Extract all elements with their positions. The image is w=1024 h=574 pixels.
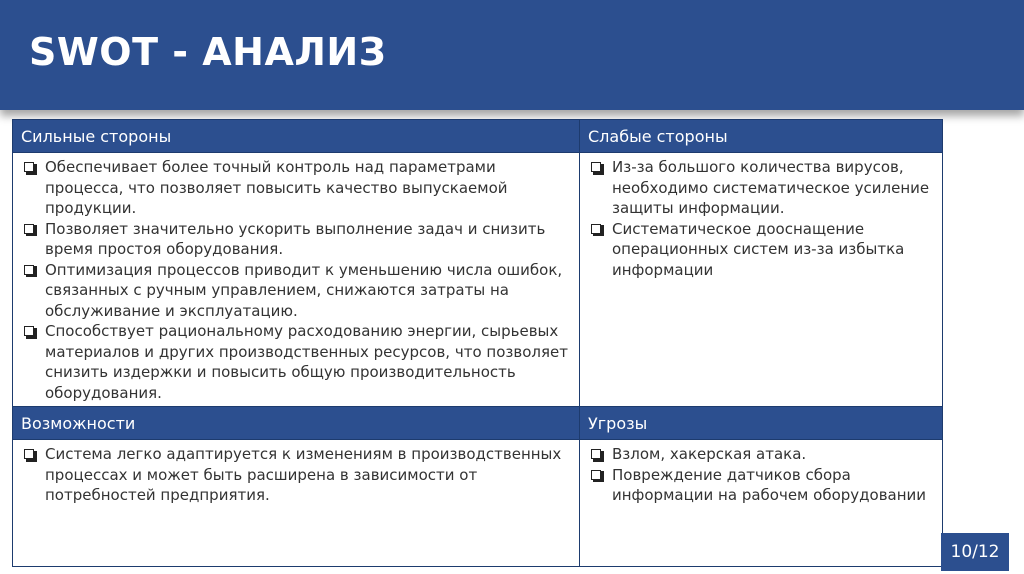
title-banner — [0, 0, 1024, 110]
threats-list — [586, 444, 934, 506]
list-item-text: Из-за большого количества вирусов, необходимо систематическое усиление защиты информации. — [612, 158, 930, 217]
list-item-text: Обеспечивает более точный контроль над параметрами процесса, что позволяет повысить качество выпускаемой продукции. — [45, 158, 508, 217]
swot-content-row-top — [13, 153, 943, 407]
strengths-cell — [13, 153, 580, 407]
threats-cell — [580, 440, 943, 567]
list-item — [19, 444, 571, 506]
swot-header-row-bottom — [13, 407, 943, 440]
list-item — [19, 260, 571, 322]
opportunities-list — [19, 444, 571, 506]
checkbox-square-icon — [24, 162, 34, 172]
list-item-text: Позволяет значительно ускорить выполнение задач и снизить время простоя оборудования. — [45, 219, 546, 258]
list-item-text: Повреждение датчиков сбора информации на рабочем оборудовании — [612, 465, 927, 504]
checkbox-square-icon — [24, 449, 34, 459]
list-item — [586, 444, 934, 465]
checkbox-square-icon — [591, 449, 601, 459]
page-number-badge: 10/12 — [941, 533, 1009, 571]
checkbox-square-icon — [24, 326, 34, 336]
slide-title: SWOT - АНАЛИЗ — [29, 30, 387, 74]
list-item-text: Способствует рациональному расходованию энергии, сырьевых материалов и других производственных ресурсов, что позволяет снизить издержки и повысить общую производительность оборудования. — [45, 322, 568, 402]
checkbox-square-icon — [591, 470, 601, 480]
list-item — [19, 157, 571, 219]
list-item — [19, 321, 571, 403]
list-item-text: Систематическое дооснащение операционных систем из-за избытка информации — [612, 219, 905, 279]
list-item — [586, 219, 934, 281]
weaknesses-heading: Слабые стороны — [580, 120, 943, 153]
weaknesses-list — [586, 157, 934, 280]
weaknesses-cell — [580, 153, 943, 407]
swot-header-row-top — [13, 120, 943, 153]
checkbox-square-icon — [24, 265, 34, 275]
checkbox-square-icon — [591, 162, 601, 172]
strengths-list — [19, 157, 571, 403]
strengths-heading: Сильные стороны — [13, 120, 580, 153]
list-item — [586, 157, 934, 219]
list-item-text: Взлом, хакерская атака. — [612, 445, 807, 463]
threats-heading: Угрозы — [580, 407, 943, 440]
list-item-text: Оптимизация процессов приводит к уменьшению числа ошибок, связанных с ручным управлением, снижаются затраты на обслуживание и эксплуатацию. — [45, 260, 563, 320]
opportunities-heading: Возможности — [13, 407, 580, 440]
list-item-text: Система легко адаптируется к изменениям в производственных процессах и может быть расширена в зависимости от потребностей предприятия. — [45, 445, 562, 504]
swot-content-row-bottom — [13, 440, 943, 567]
checkbox-square-icon — [24, 224, 34, 234]
opportunities-cell — [13, 440, 580, 567]
checkbox-square-icon — [591, 224, 601, 234]
list-item — [586, 465, 934, 506]
list-item — [19, 219, 571, 260]
swot-table — [12, 119, 943, 567]
